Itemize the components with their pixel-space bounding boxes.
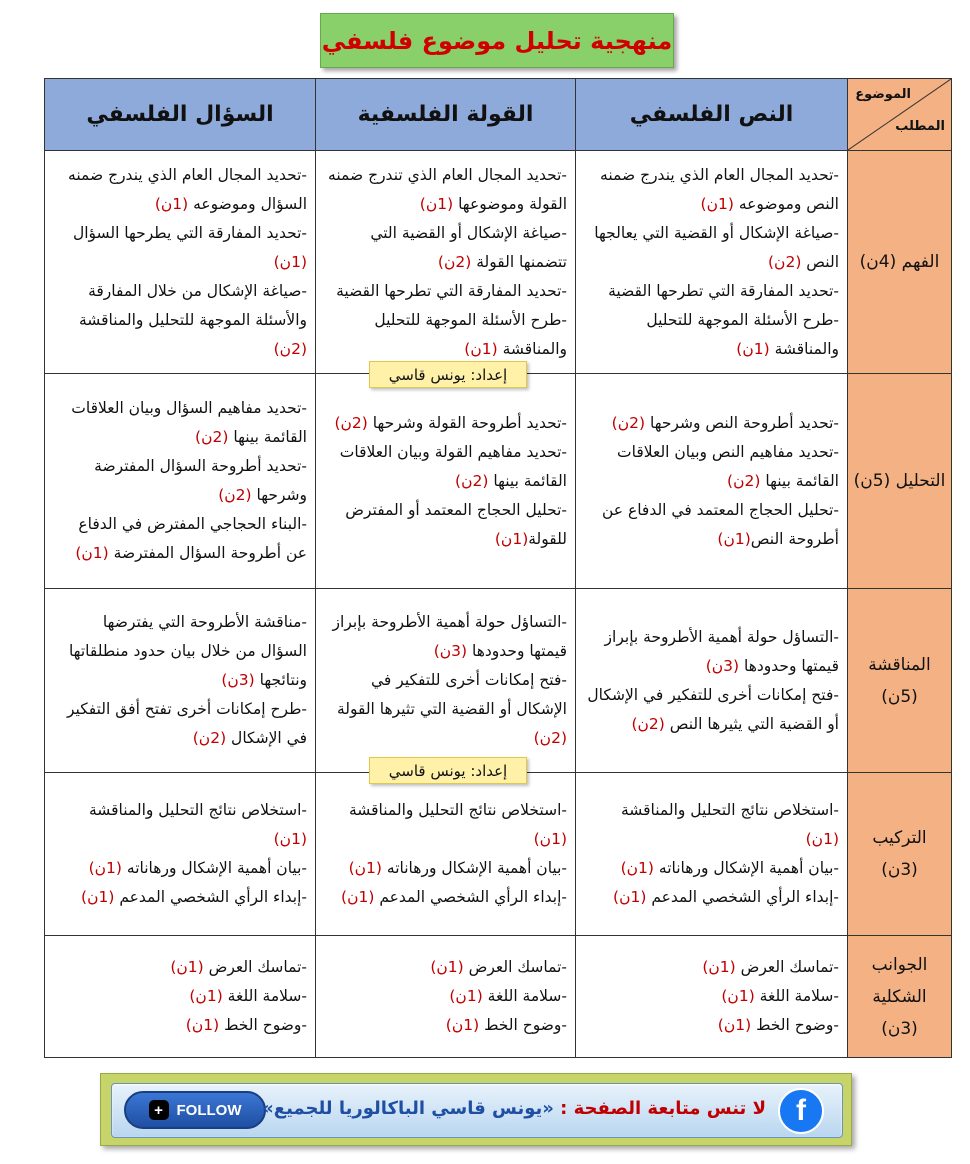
points-badge: (2ن) [437,252,472,271]
follow-banner-inner [111,1083,843,1138]
bullet-text: -سلامة اللغة [754,987,839,1005]
points-badge: (1ن) [81,888,115,906]
bullet-text: -صياغة الإشكال أو القضية التي يعالجها النص [594,223,839,271]
corner-cell [848,79,952,151]
bullet-text: -وضوح الخط [479,1016,567,1034]
bullet-text: -التساؤل حولة أهمية الأطروحة بإبراز قيمتها وحدودها [332,613,567,660]
bullet-line [324,161,567,219]
follow-button-label: FOLLOW [176,1101,242,1119]
bullet-text: -تحليل الحجاج المعتمد في الدفاع عن أطروحة النص [601,500,839,548]
bullet-line [584,496,839,554]
follow-banner [100,1073,852,1146]
bullet-line [53,982,307,1011]
points-badge: (1ن) [430,958,464,976]
corner-topic-label: الموضوع [855,87,911,102]
bullet-text: -إبداء الرأي الشخصي المدعم [646,888,839,906]
bullet-text: -فتح إمكانات أخرى للتفكير في الإشكال أو القضية التي يثيرها النص [587,685,839,733]
bullet-line [53,796,307,854]
bullet-line [584,623,839,681]
bullet-text: -تحديد المفارقة التي يطرحها السؤال [72,223,307,242]
author-badge: إعداد: يونس قاسي [369,757,527,784]
page-name-link[interactable]: «يونس قاسي الباكالوريا للجميع» [262,1098,554,1119]
follow-text [262,1098,766,1119]
points-badge: (1ن) [717,1016,752,1034]
bullet-line [53,510,307,568]
bullet-line [584,438,839,496]
row-label-formal-aspects: الجوانب الشكلية (3ن) [848,936,952,1058]
bullet-text: -تماسك العرض [735,958,839,976]
bullet-line [584,854,839,883]
points-badge: (1ن) [700,194,734,213]
row-label-understanding: الفهم (4ن) [848,151,952,374]
bullet-text: -بيان أهمية الإشكال ورهاناته [121,859,307,877]
points-badge: (1ن) [721,987,755,1005]
bullet-text: -صياغة الإشكال من خلال المفارقة والأسئلة الموجهة للتحليل والمناقشة [78,281,307,329]
bullet-text: -وضوح الخط [751,1016,839,1034]
points-badge: (2ن) [334,413,368,432]
bullet-text: -تحديد مفاهيم السؤال وبيان العلاقات القائمة بينها [71,399,307,446]
page-title-box [320,13,674,68]
points-badge: (1ن) [75,544,109,562]
bullet-line [584,1011,839,1040]
bullet-line [584,306,839,364]
bullet-line [324,608,567,666]
points-badge: (2ن) [218,486,252,504]
bullet-text: -استخلاص نتائج التحليل والمناقشة [620,801,839,819]
points-badge: (1ن) [464,339,498,358]
bullet-text: -تحليل الحجاج المعتمد أو المفترض للقولة [345,500,567,548]
points-badge: (2ن) [533,729,567,747]
corner-requirement-label: المطلب [895,119,945,134]
bullet-text: -تحديد المجال العام الذي تندرج ضمنه القولة وموضوعها [328,165,567,213]
points-badge: (1ن) [348,859,382,877]
bullet-line [324,982,567,1011]
points-badge: (1ن) [170,958,204,976]
cell [316,151,576,374]
bullet-text: -وضوح الخط [219,1016,307,1034]
cell [576,936,848,1058]
points-badge: (1ن) [702,958,736,976]
points-badge: (1ن) [419,194,454,213]
bullet-line [324,306,567,364]
cell [316,773,576,936]
points-badge: (1ن) [273,830,307,848]
table-row [45,936,952,1058]
bullet-line [584,883,839,912]
points-badge: (3ن) [433,642,468,660]
bullet-text: -بيان أهمية الإشكال ورهاناته [381,859,567,877]
cell [576,151,848,374]
cell [576,589,848,773]
points-badge: (1ن) [494,529,529,548]
bullet-line [324,1011,567,1040]
points-badge: (1ن) [341,888,375,906]
points-badge: (1ن) [613,888,647,906]
bullet-line [53,394,307,452]
cell [45,773,316,936]
bullet-text: -تحديد المجال العام الذي يندرج ضمنه النص وموضوعه [600,165,839,213]
bullet-line [324,796,567,854]
row-label-discussion: المناقشة (5ن) [848,589,952,773]
page-title: منهجية تحليل موضوع فلسفي [321,26,673,55]
bullet-text: -استخلاص نتائج التحليل والمناقشة [88,801,307,819]
points-badge: (2ن) [455,471,489,490]
bullet-text: -سلامة اللغة [222,987,307,1005]
follow-button[interactable] [124,1091,266,1129]
points-badge: (2ن) [195,428,229,446]
bullet-text: -تحديد مفاهيم القولة وبيان العلاقات القائمة بينها [339,442,567,490]
points-badge: (2ن) [631,714,665,733]
author-badge: إعداد: يونس قاسي [369,361,527,388]
cell [316,589,576,773]
bullet-text: -تحديد مفاهيم النص وبيان العلاقات القائمة بينها [617,442,839,490]
points-badge: (1ن) [449,987,483,1005]
row-label-synthesis: التركيب (3ن) [848,773,952,936]
points-badge: (2ن) [727,471,761,490]
bullet-line [53,452,307,510]
bullet-line [324,219,567,277]
points-badge: (1ن) [717,529,751,548]
facebook-icon[interactable]: f [778,1088,824,1134]
bullet-text: -فتح إمكانات أخرى للتفكير في الإشكال أو القضية التي تثيرها القولة [336,671,567,718]
bullet-text: -إبداء الرأي الشخصي المدعم [114,888,307,906]
column-header-text: النص الفلسفي [576,79,848,151]
bullet-text: -طرح الأسئلة الموجهة للتحليل والمناقشة [374,310,567,358]
bullet-text: -سلامة اللغة [482,987,567,1005]
bullet-line [584,161,839,219]
points-badge: (1ن) [273,252,307,271]
points-badge: (1ن) [189,987,223,1005]
bullet-line [584,681,839,739]
cell [45,374,316,589]
follow-prefix: لا تنس متابعة الصفحة : [560,1098,766,1119]
bullet-line [324,666,567,753]
bullet-line [584,953,839,982]
bullet-line [584,796,839,854]
row-label-analysis: التحليل (5ن) [848,374,952,589]
bullet-line [53,695,307,753]
bullet-line [324,438,567,496]
bullet-text: -تحديد المفارقة التي تطرحها القضية [336,281,567,300]
points-badge: (1ن) [445,1016,480,1034]
cell [45,589,316,773]
cell [45,151,316,374]
bullet-text: -إبداء الرأي الشخصي المدعم [374,888,567,906]
bullet-text: -تماسك العرض [203,958,307,976]
bullet-text: -تحديد أطروحة النص وشرحها [645,413,839,432]
bullet-text: -صياغة الإشكال أو القضية التي تتضمنها القولة [370,223,567,271]
bullet-text: -طرح الأسئلة الموجهة للتحليل والمناقشة [646,310,839,358]
bullet-text: -طرح إمكانات أخرى تفتح أفق التفكير في الإشكال [66,700,307,747]
bullet-line [324,277,567,306]
bullet-line [53,608,307,695]
bullet-line [53,1011,307,1040]
cell [576,773,848,936]
bullet-line [53,883,307,912]
bullet-text: -تحديد المفارقة التي تطرحها القضية [608,281,839,300]
table-row [45,374,952,589]
bullet-line [324,953,567,982]
plus-icon: + [149,1100,169,1120]
bullet-line [584,277,839,306]
points-badge: (3ن) [705,656,740,675]
cell [316,936,576,1058]
methodology-table [44,78,952,1058]
bullet-line [584,219,839,277]
cell [316,374,576,589]
points-badge: (2ن) [273,339,307,358]
column-header-quote: القولة الفلسفية [316,79,576,151]
points-badge: (2ن) [611,413,646,432]
points-badge: (1ن) [185,1016,220,1034]
points-badge: (2ن) [768,252,802,271]
bullet-text: -تحديد أطروحة القولة وشرحها [367,413,567,432]
bullet-text: -تحديد أطروحة السؤال المفترضة وشرحها [94,457,307,504]
points-badge: (1ن) [88,859,122,877]
bullet-line [324,854,567,883]
points-badge: (1ن) [620,859,654,877]
points-badge: (1ن) [154,194,189,213]
bullet-text: -تماسك العرض [463,958,567,976]
bullet-text: -تحديد المجال العام الذي يندرج ضمنه السؤال وموضوعه [68,165,307,213]
bullet-line [53,854,307,883]
points-badge: (1ن) [533,830,567,848]
bullet-text: -البناء الحجاجي المفترض في الدفاع عن أطروحة السؤال المفترضة [78,515,307,562]
table-row [45,151,952,374]
table-row [45,589,952,773]
cell [45,936,316,1058]
bullet-line [324,496,567,554]
bullet-line [324,409,567,438]
bullet-line [53,953,307,982]
points-badge: (3ن) [221,671,255,689]
bullet-text: -التساؤل حولة أهمية الأطروحة بإبراز قيمتها وحدودها [604,627,839,675]
bullet-text: -بيان أهمية الإشكال ورهاناته [653,859,839,877]
table-row [45,773,952,936]
bullet-line [584,409,839,438]
bullet-line [53,277,307,364]
column-header-question: السؤال الفلسفي [45,79,316,151]
bullet-line [53,219,307,277]
bullet-line [324,883,567,912]
bullet-text: -مناقشة الأطروحة التي يفترضها السؤال من خلال بيان حدود منطلقاتها ونتائجها [68,613,307,689]
bullet-line [53,161,307,219]
points-badge: (1ن) [736,339,770,358]
cell [576,374,848,589]
bullet-line [584,982,839,1011]
points-badge: (1ن) [805,830,839,848]
bullet-text: -استخلاص نتائج التحليل والمناقشة [348,801,567,819]
points-badge: (2ن) [192,729,227,747]
